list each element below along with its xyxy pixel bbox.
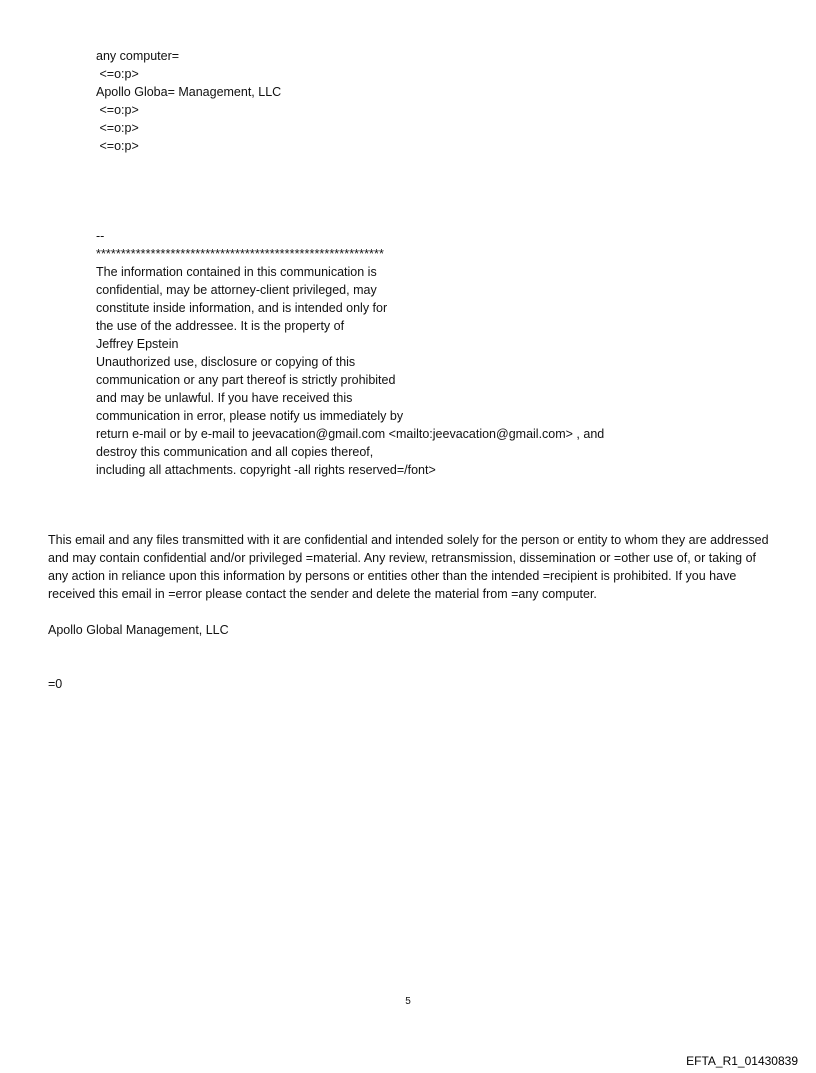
disclaimer-line: and may be unlawful. If you have received this — [96, 391, 353, 405]
quoted-line: <=o:p> — [96, 139, 139, 153]
asterisk-separator: ********************************************************** — [96, 247, 384, 261]
quoted-line: Apollo Globa= Management, LLC — [96, 85, 282, 99]
disclaimer-line: constitute inside information, and is intended only for — [96, 301, 388, 315]
disclaimer-line: Unauthorized use, disclosure or copying of this — [96, 355, 356, 369]
confidentiality-notice: This email and any files transmitted with it are confidential and intended solely for the person or entity to whom they are addressed and may contain confidential and/or privileged =material. Any review, retransmission, dissemination or =other use of, or taking of any action in reliance upon this information by persons or entities other than the intended =recipient is prohibited. If you have received this email in =error please contact the sender and delete the material from =any computer. — [48, 533, 769, 601]
disclaimer-line: communication or any part thereof is strictly prohibited — [96, 373, 396, 387]
quoted-line: any computer= — [96, 49, 180, 63]
quoted-email-block — [96, 47, 736, 479]
disclaimer-line-email: return e-mail or by e-mail to jeevacation@gmail.com <mailto:jeevacation@gmail.com> , and — [96, 427, 605, 441]
signature-dash: -- — [96, 229, 105, 243]
document-id: EFTA_R1_01430839 — [686, 1054, 798, 1068]
disclaimer-line: confidential, may be attorney-client privileged, may — [96, 283, 377, 297]
disclaimer-line: The information contained in this communication is — [96, 265, 377, 279]
disclaimer-line: including all attachments. copyright -all rights reserved=/font> — [96, 463, 436, 477]
page-number: 5 — [405, 996, 411, 1007]
email-footer — [48, 531, 778, 693]
disclaimer-block — [96, 263, 736, 479]
quoted-line: <=o:p> — [96, 121, 139, 135]
quoted-line: <=o:p> — [96, 103, 139, 117]
disclaimer-line: communication in error, please notify us immediately by — [96, 409, 404, 423]
disclaimer-line: Jeffrey Epstein — [96, 337, 179, 351]
end-marker: =0 — [48, 677, 63, 691]
spacer — [96, 155, 736, 227]
quoted-line: <=o:p> — [96, 67, 139, 81]
disclaimer-line: destroy this communication and all copies thereof, — [96, 445, 374, 459]
disclaimer-line: the use of the addressee. It is the property of — [96, 319, 345, 333]
company-name: Apollo Global Management, LLC — [48, 623, 229, 637]
